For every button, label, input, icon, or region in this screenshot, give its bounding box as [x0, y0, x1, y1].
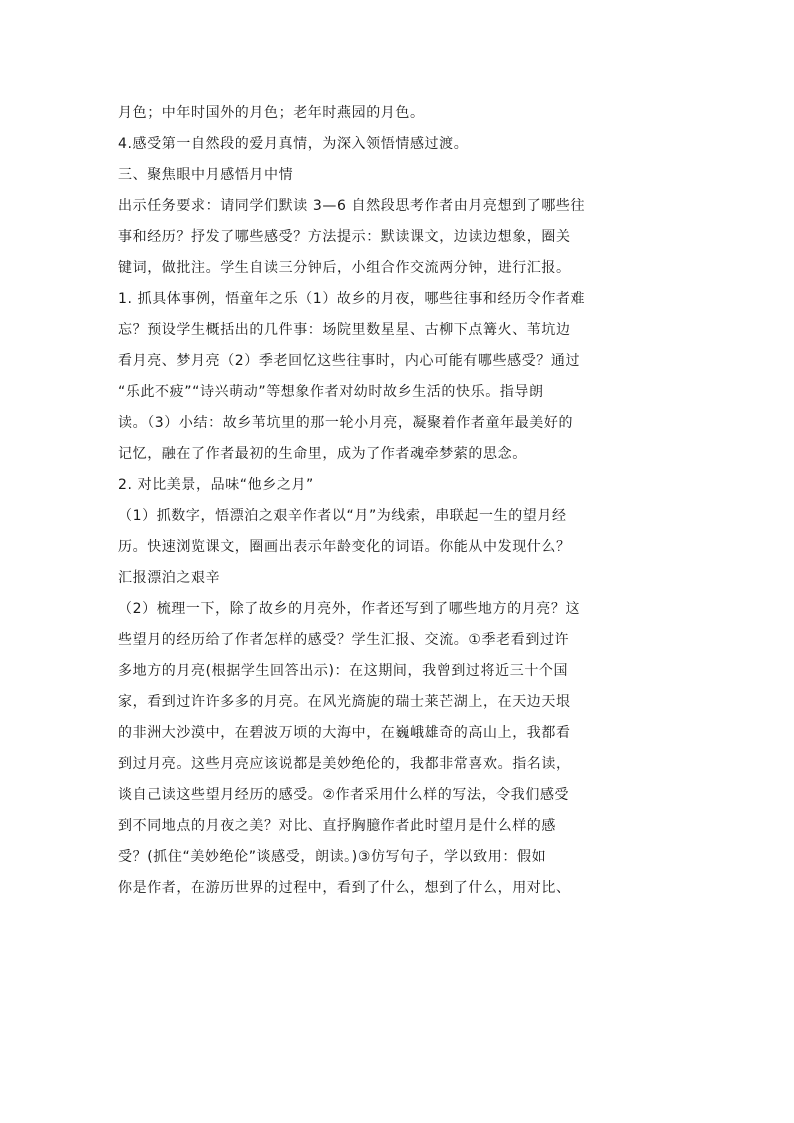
text-line: 出示任务要求：请同学们默读 3—6 自然段思考作者由月亮想到了哪些往: [118, 198, 586, 214]
document-body: [118, 98, 678, 904]
text-line: 的非洲大沙漠中，在碧波万顷的大海中，在巍峨雄奇的高山上，我都看: [118, 725, 571, 741]
text-line: 到过月亮。这些月亮应该说都是美妙绝伦的，我都非常喜欢。指名读，: [118, 756, 571, 772]
text-line: 你是作者，在游历世界的过程中，看到了什么，想到了什么，用对比、: [118, 880, 571, 896]
text-line: 看月亮、梦月亮（2）季老回忆这些往事时，内心可能有哪些感受？通过: [118, 353, 581, 369]
text-line: 记忆，融在了作者最初的生命里，成为了作者魂牵梦萦的思念。: [118, 446, 527, 462]
text-line: “乐此不疲”“诗兴萌动”等想象作者对幼时故乡生活的快乐。指导朗: [118, 384, 544, 400]
text-line: 事和经历？抒发了哪些感受？方法提示：默读课文，边读边想象，圈关: [118, 229, 571, 245]
subsection-2: 2. 对比美景，品味“他乡之月”: [118, 477, 314, 493]
text-line: 月色；中年时国外的月色；老年时燕园的月色。: [118, 105, 425, 121]
text-line: 读。（3）小结：故乡苇坑里的那一轮小月亮，凝聚着作者童年最美好的: [118, 415, 574, 431]
text-line: （2）梳理一下，除了故乡的月亮外，作者还写到了哪些地方的月亮？这: [118, 601, 581, 617]
text-line: 多地方的月亮(根据学生回答出示)：在这期间，我曾到过将近三十个国: [118, 663, 569, 679]
text-line: 汇报漂泊之艰辛: [118, 570, 221, 586]
text-line: 受？(抓住“美妙绝伦”谈感受，朗读。)③仿写句子，学以致用：假如: [118, 849, 547, 865]
text-line: 家，看到过许许多多的月亮。在风光旖旎的瑞士莱芒湖上，在天边天垠: [118, 694, 571, 710]
text-line: （1）抓数字，悟漂泊之艰辛作者以“月”为线索，串联起一生的望月经: [118, 508, 567, 524]
section-point-4: 4.感受第一自然段的爱月真情，为深入领悟情感过渡。: [118, 136, 469, 152]
text-line: 谈自己读这些望月经历的感受。②作者采用什么样的写法，令我们感受: [118, 787, 570, 803]
section-heading: 三、聚焦眼中月感悟月中情: [118, 167, 294, 183]
text-line: 忘？预设学生概括出的几件事：场院里数星星、古柳下点篝火、苇坑边: [118, 322, 571, 338]
subsection-1: 1. 抓具体事例，悟童年之乐（1）故乡的月夜，哪些往事和经历令作者难: [118, 291, 586, 307]
text-line: 到不同地点的月夜之美？对比、直抒胸臆作者此时望月是什么样的感: [118, 818, 556, 834]
text-line: 些望月的经历给了作者怎样的感受？学生汇报、交流。①季老看到过许: [118, 632, 570, 648]
text-line: 历。快速浏览课文，圈画出表示年龄变化的词语。你能从中发现什么？: [118, 539, 571, 555]
text-line: 键词，做批注。学生自读三分钟后，小组合作交流两分钟，进行汇报。: [118, 260, 571, 276]
